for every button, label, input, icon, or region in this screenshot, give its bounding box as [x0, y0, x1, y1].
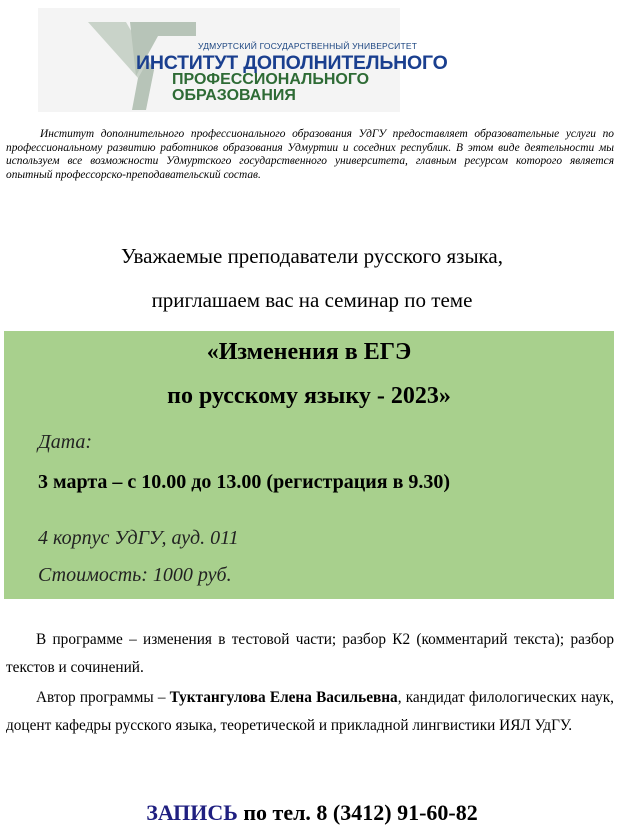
- greeting-line-2: приглашаем вас на семинар по теме: [151, 288, 473, 312]
- signup-phone: по тел. 8 (3412) 91-60-82: [243, 800, 478, 825]
- signup-line: [0, 800, 624, 826]
- logo-university-name: УДМУРТСКИЙ ГОСУДАРСТВЕННЫЙ УНИВЕРСИТЕТ: [198, 41, 418, 51]
- venue: 4 корпус УдГУ, ауд. 011: [38, 527, 239, 549]
- intro-paragraph: Институт дополнительного профессионального образования УдГУ предоставляет образовательные услуги по профессиональному развитию работников образования Удмуртии и соседних республик. В этом виде деятельности мы используем все возможности Удмуртского государственного университета, главным ресурсом которого является опытный профессорско-преподавательский состав.: [6, 128, 614, 181]
- program-paragraph: В программе – изменения в тестовой части; разбор К2 (комментарий текста); разбор текстов и сочинений.: [6, 631, 614, 676]
- author-name: Туктангулова Елена Васильевна: [169, 689, 398, 706]
- seminar-info-box: [4, 331, 614, 599]
- seminar-title-line-2: по русскому языку - 2023»: [167, 383, 451, 409]
- author-paragraph: [6, 684, 614, 740]
- logo-line-2: ПРОФЕССИОНАЛЬНОГО: [172, 71, 370, 88]
- cost: Стоимость: 1000 руб.: [38, 564, 232, 586]
- date-value: 3 марта – с 10.00 до 13.00 (регистрация в 9.30): [38, 471, 451, 493]
- logo-line-1: ИНСТИТУТ ДОПОЛНИТЕЛЬНОГО: [136, 52, 448, 74]
- logo-line-3: ОБРАЗОВАНИЯ: [172, 87, 296, 104]
- institute-logo: [38, 8, 448, 112]
- author-suffix: , кандидат филологических наук, доцент кафедры русского языка, теоретической и прикладной лингвистики ИЯЛ УдГУ.: [6, 689, 614, 734]
- signup-word: ЗАПИСЬ: [146, 800, 238, 825]
- date-label: Дата:: [38, 431, 93, 453]
- author-prefix: Автор программы –: [36, 689, 166, 706]
- seminar-title-line-1: «Изменения в ЕГЭ: [206, 339, 412, 365]
- greeting-line-1: Уважаемые преподаватели русского языка,: [120, 244, 504, 268]
